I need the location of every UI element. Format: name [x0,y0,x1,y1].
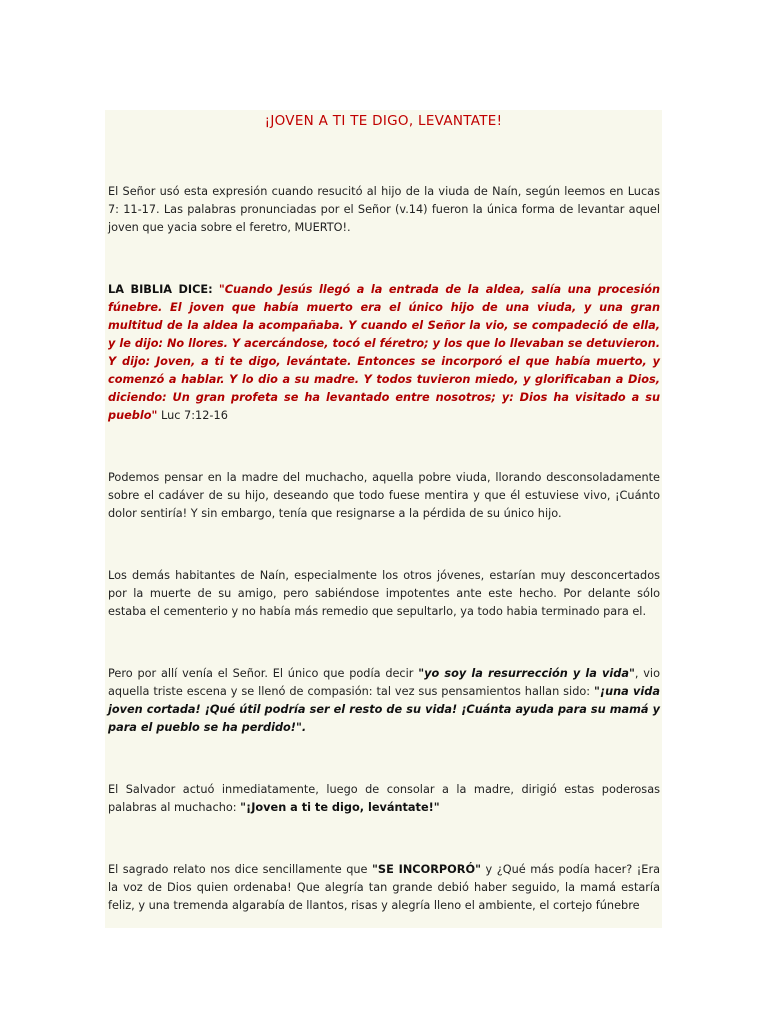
quote-se-incorporo: "SE INCORPORÓ" [372,863,481,876]
paragraph-lord [108,665,660,737]
text-segment: Pero por allí venía el Señor. El único que podía decir [108,667,414,680]
bible-label: LA BIBLIA DICE: [108,283,213,296]
paragraph-villagers: Los demás habitantes de Naín, especialmente los otros jóvenes, estarían muy desconcertados por la muerte de su amigo, pero sabiéndose impotentes ante este hecho. Por delante sólo estaba el cementerio y no había más remedio que sepultarlo, ya todo habia terminado para el. [108,569,660,618]
page-title: ¡JOVEN A TI TE DIGO, LEVANTATE! [264,113,503,129]
quote-command: "¡Joven a ti te digo, levántate!" [240,801,440,814]
paragraph-intro: El Señor usó esta expresión cuando resucitó al hijo de la viuda de Naín, según leemos en Lucas 7: 11-17. Las palabras pronunciadas por el Señor (v.14) fueron la única forma de levantar aquel joven que yacia sobre el feretro, MUERTO!. [108,185,660,234]
quote-resurrection: "yo soy la resurrección y la vida" [418,667,635,680]
text-segment: y ¿Qué más podía hacer? ¡Era la voz de Dios quien ordenaba! Que alegría tan grande debió haber seguido, la mamá estaría feliz, y una tremenda algarabía de llantos, risas y alegría lleno el ambiente, el cortejo fúnebre [108,863,661,912]
paragraph-mother: Podemos pensar en la madre del muchacho, aquella pobre viuda, llorando desconsoladamente sobre el cadáver de su hijo, deseando que todo fuese mentira y que él estuviese vivo, ¡Cuánto dolor sentiría! Y sin embargo, tenía que resignarse a la pérdida de su único hijo. [108,471,660,520]
paragraph-savior [108,781,660,817]
paragraph-bible-quote [108,281,660,425]
bible-quote: "Cuando Jesús llegó a la entrada de la aldea, salía una procesión fúnebre. El joven que había muerto era el único hijo de una viuda, y una gran multitud de la aldea la acompañaba. Y cuando el Señor la vio, se compadeció de ella, y le dijo: No llores. Y acercándose, tocó el féretro; y los que lo llevaban se detuvieron. Y dijo: Joven, a ti te digo, levántate. Entonces se incorporó el que había muerto, y comenzó a hablar. Y lo dio a su madre. Y todos tuvieron miedo, y glorificaban a Dios, diciendo: Un gran profeta se ha levantado entre nosotros; y: Dios ha visitado a su pueblo" [108,283,661,422]
quote-young-life: "¡una vida joven cortada! ¡Qué útil podría ser el resto de su vida! ¡Cuánta ayuda para su mamá y para el pueblo se ha perdido!". [108,685,660,734]
text-segment: El Salvador actuó inmediatamente, luego de consolar a la madre, dirigió estas poderosas palabras al muchacho: [108,783,660,814]
paragraph-sacred-account [108,861,660,915]
document-body [105,183,662,915]
text-segment: , vio aquella triste escena y se llenó de compasión: tal vez sus pensamientos hallan sido: [108,667,660,698]
text-segment: El sagrado relato nos dice sencillamente que [108,863,368,876]
document-page [105,110,662,928]
bible-reference: Luc 7:12-16 [161,409,228,422]
